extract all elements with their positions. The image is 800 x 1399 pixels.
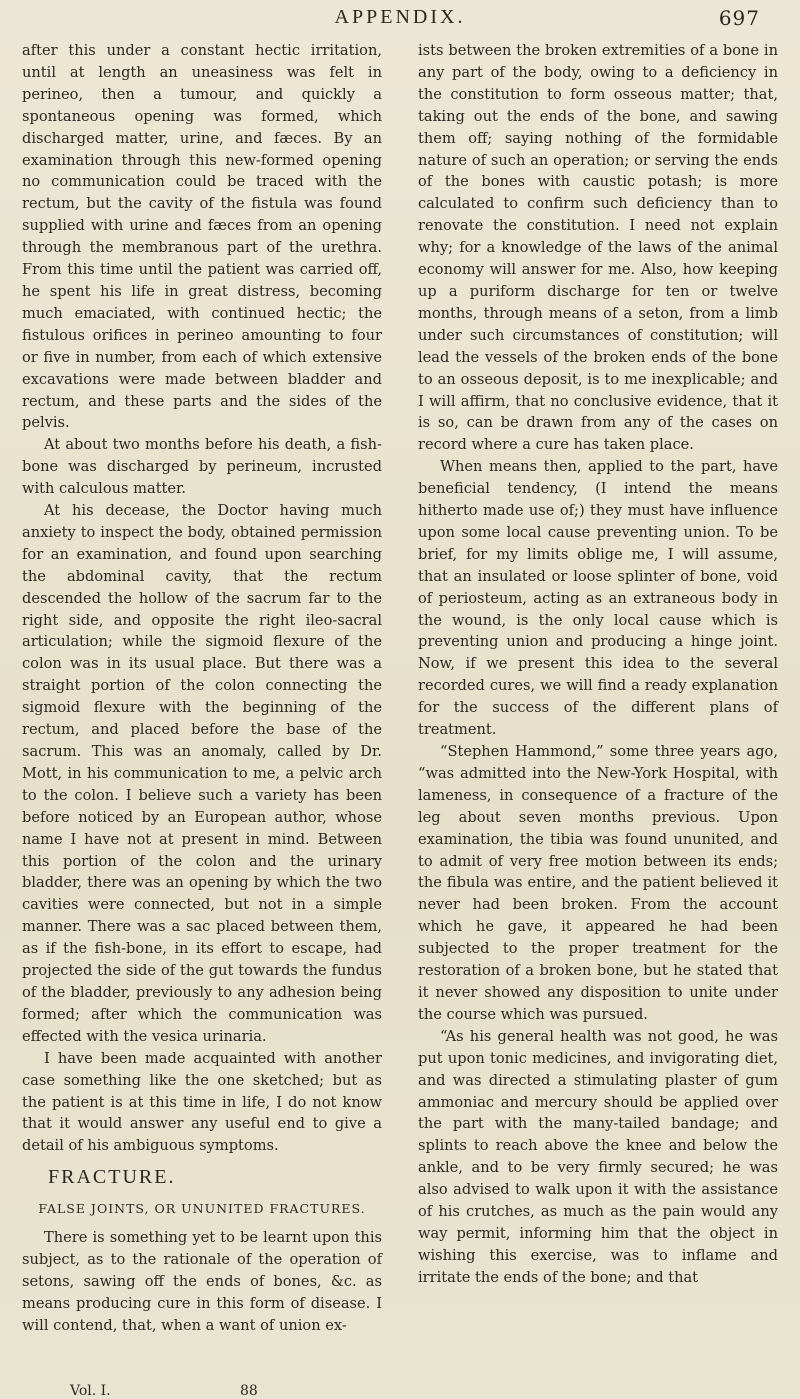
paragraph: I have been made acquainted with another case something like the one sketched; but as the patient is at this time in life, I do not know that it would answer any useful end to give a detail of his ambiguous symptoms. (22, 1049, 382, 1155)
paragraph: “Stephen Hammond,” some three years ago, “was admitted into the New-York Hospital, with lameness, in consequence of a fracture of the leg about seven months previous. Upon examination, the tibia was found ununited, and to admit of very free motion between its ends; the fibula was entire, and the patient believed it never had been broken. From the account which he gave, it appeared he had been subjected to the proper treatment for the restoration of a broken bone, but he stated that it never showed any disposition to unite under the course which was pursued. (418, 743, 778, 1023)
page-header (22, 4, 778, 40)
paragraph: When means then, applied to the part, have beneficial tendency, (I intend the means hitherto made use of;) they must have influence upon some local cause preventing union. To be brief, for my limits oblige me, I will assume, that an insulated or loose splinter of bone, void of periosteum, acting as an extraneous body in the wound, is the only local cause which is preventing union and producing a hinge joint. Now, if we present this idea to the several recorded cures, we will find a ready explanation for the success of the different plans of treatment. (418, 458, 778, 739)
paragraph: “As his general health was not good, he was put upon tonic medicines, and invigorating diet, and was directed a stimulating plaster of gum ammoniac and mercury should be applied over the part with the many-tailed bandage; and splints to reach above the knee and below the ankle, and to be very firmly secured; he was also advised to walk upon it with the assistance of his crutches, as much as the pain would any way permit, informing him that the object in wishing this exercise, was to inflame and irritate the ends of the bone; and that (418, 1027, 778, 1286)
running-head: APPENDIX. (334, 6, 466, 28)
paragraph: There is something yet to be learnt upon this subject, as to the rationale of the operation of setons, sawing off the ends of bones, &c. as means producing cure in this form of disease. I will contend, that, when a want of union ex- (22, 1229, 382, 1334)
right-column (418, 40, 778, 1337)
paragraph: At about two months before his death, a fish-bone was discharged by perineum, incrusted with calculous matter. (22, 436, 382, 498)
volume-signature: Vol. I. (70, 1383, 111, 1399)
text-columns (22, 40, 778, 1337)
section-heading: FRACTURE. (48, 1166, 176, 1189)
paragraph: after this under a constant hectic irritation, until at length an uneasiness was felt in perineo, then a tumour, and quickly a spontaneous opening was formed, which discharged matter, urine, and fæces. By an examination through this new-formed opening no communication could be traced with the rectum, but the cavity of the fistula was found supplied with urine and fæces from an opening through the membranous part of the urethra. From this time until the patient was carried off, he spent his life in great distress, becoming much emaciated, with continued hectic; the fistulous orifices in perineo amounting to four or five in number, from each of which extensive excavations were made between bladder and rectum, and these parts and the sides of the pelvis. (22, 42, 382, 432)
page-number: 697 (718, 6, 760, 30)
sheet-number: 88 (240, 1383, 258, 1399)
left-column (22, 40, 382, 1337)
section-subheading: FALSE JOINTS, OR UNUNITED FRACTURES. (38, 1201, 366, 1217)
paragraph: At his decease, the Doctor having much anxiety to inspect the body, obtained permission for an examination, and found upon searching the abdominal cavity, that the rectum descended the hollow of the sacrum far to the right side, and opposite the right ileo-sacral articulation; while the sigmoid flexure of the colon was in its usual place. But there was a straight portion of the colon connecting the sigmoid flexure with the beginning of the rectum, and placed before the base of the sacrum. This was an anomaly, called by Dr. Mott, in his communication to me, a pelvic arch to the colon. I believe such a variety has been before noticed by an European author, whose name I have not at present in mind. Between this portion of the colon and the urinary bladder, there was an opening by which the two cavities were connected, but not in a simple manner. There was a sac placed between them, as if the fish-bone, in its effort to escape, had projected the side of the gut towards the fundus of the bladder, previously to any adhesion being formed; after which the communication was effected with the vesica urinaria. (22, 502, 382, 1045)
paragraph: ists between the broken extremities of a bone in any part of the body, owing to a deficiency in the constitution to form osseous matter; that, taking out the ends of the bone, and sawing them off; saying nothing of the formidable nature of such an operation; or serving the ends of the bones with caustic potash; is more calculated to confirm such deficiency than to renovate the constitution. I need not explain why; for a knowledge of the laws of the animal economy will answer for me. Also, how keeping up a puriform discharge for ten or twelve months, through means of a seton, from a limb under such circumstances of constitution; will lead the vessels of the broken ends of the bone to an osseous deposit, is to me inexplicable; and I will affirm, that no conclusive evidence, that it is so, can be drawn from any of the cases on record where a cure has taken place. (418, 42, 778, 454)
